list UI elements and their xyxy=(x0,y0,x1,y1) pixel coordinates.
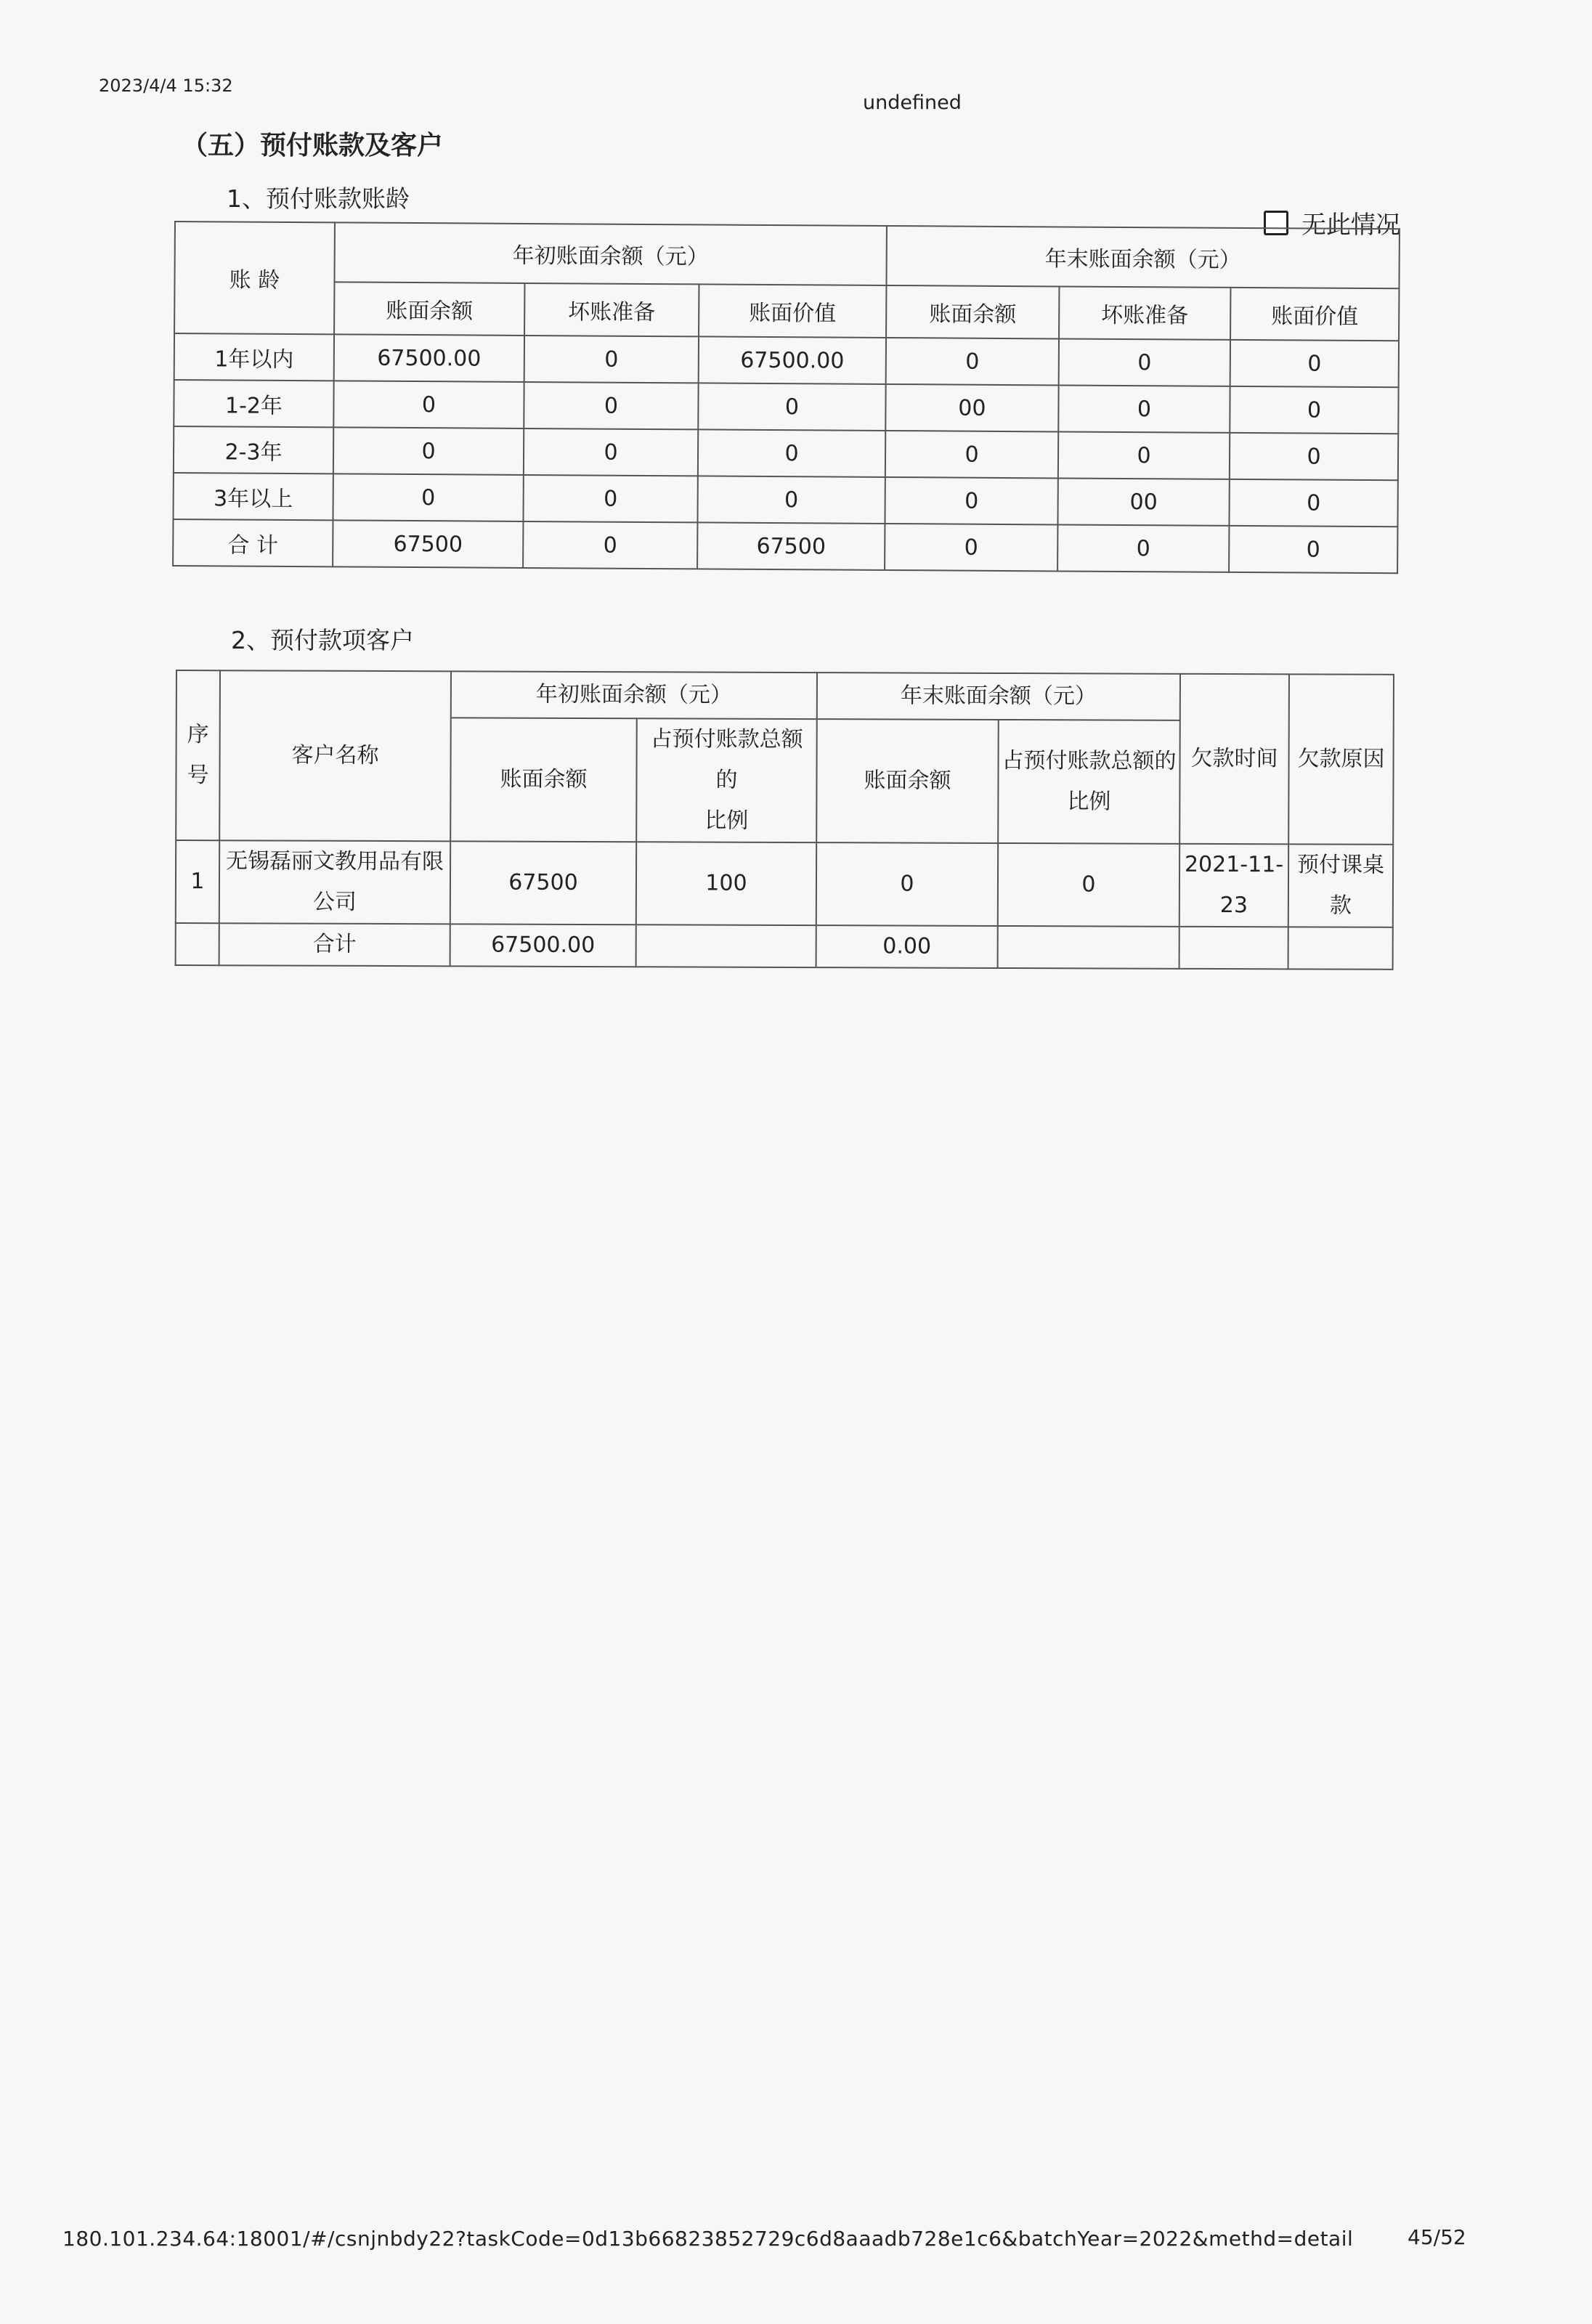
cell-seq: 1 xyxy=(176,840,219,923)
cell-owed-time-line2: 23 xyxy=(1219,893,1248,919)
table-cell: 0 xyxy=(698,383,885,431)
header-owed-reason: 欠款原因 xyxy=(1288,674,1394,845)
header-end-group: 年末账面余额（元） xyxy=(817,673,1180,720)
cell-end-balance: 0 xyxy=(816,842,998,926)
cell-begin-balance: 67500 xyxy=(450,841,636,925)
table-cell: 0 xyxy=(1229,479,1397,527)
header-ratio-line1: 占预付账款总额的 xyxy=(1002,747,1177,774)
cell-owed-reason-line2: 款 xyxy=(1329,893,1352,919)
table-cell: 0 xyxy=(1058,385,1230,432)
table-cell: 67500.00 xyxy=(334,334,524,382)
header-ratio-line2: 比例 xyxy=(1067,789,1111,815)
header-ratio xyxy=(998,720,1180,844)
row-label: 1年以内 xyxy=(174,333,334,381)
table-cell: 0 xyxy=(885,431,1058,478)
table-cell: 0 xyxy=(524,428,698,476)
table-cell: 0 xyxy=(885,477,1057,524)
row-label: 2-3年 xyxy=(174,426,333,474)
cell-customer-line1: 无锡磊丽文教用品有限 xyxy=(226,848,444,875)
header-book-value: 账面价值 xyxy=(699,284,886,338)
cell-begin-ratio: 100 xyxy=(636,842,816,925)
table-cell: 0 xyxy=(1230,340,1399,387)
table-cell: 67500 xyxy=(697,522,885,570)
table-cell xyxy=(176,923,219,965)
table-cell: 0 xyxy=(1058,431,1230,479)
page-number: 45/52 xyxy=(1408,2225,1466,2249)
header-end-group: 年末账面余额（元） xyxy=(886,226,1400,288)
row-label: 3年以上 xyxy=(173,473,333,520)
footer-url: 180.101.234.64:18001/#/csnjnbdy22?taskCode=0d13b66823852729c6d8aaadb728e1c6&batchYear=2022&methd=detail xyxy=(62,2227,1354,2251)
table-cell xyxy=(1288,927,1393,970)
header-begin-group: 年初账面余额（元） xyxy=(334,222,887,285)
total-row xyxy=(173,519,1397,573)
header-seq xyxy=(176,670,220,840)
table-header-row xyxy=(174,222,1400,288)
table-cell: 00 xyxy=(885,384,1058,431)
table-header-row xyxy=(174,281,1399,341)
header-book-balance: 账面余额 xyxy=(816,719,999,843)
header-begin-group: 年初账面余额（元） xyxy=(451,671,817,719)
header-book-balance: 账面余额 xyxy=(886,285,1059,338)
cell-owed-time xyxy=(1179,844,1288,927)
table-cell: 0 xyxy=(1229,526,1397,573)
table-row xyxy=(173,473,1397,527)
table-cell: 0 xyxy=(333,381,524,428)
table-cell xyxy=(998,926,1179,969)
header-customer: 客户名称 xyxy=(219,670,451,841)
section-title: （五）预付账款及客户 xyxy=(182,131,444,161)
print-header-title: undefined xyxy=(863,92,962,114)
table-cell xyxy=(636,925,816,967)
print-timestamp: 2023/4/4 15:32 xyxy=(99,76,233,96)
table-cell: 0 xyxy=(1230,433,1398,480)
table-cell: 0 xyxy=(523,521,697,569)
table-cell: 0 xyxy=(1230,386,1398,434)
header-owed-time: 欠款时间 xyxy=(1179,674,1289,845)
cell-owed-time-line1: 2021-11- xyxy=(1184,851,1284,878)
header-ratio-line1: 占预付账款总额的 xyxy=(650,726,803,793)
header-seq-line2: 号 xyxy=(187,763,209,789)
table-cell: 0 xyxy=(1057,524,1229,572)
header-aging: 账 龄 xyxy=(174,222,335,334)
table-cell: 0 xyxy=(333,427,524,475)
customer-table xyxy=(175,670,1394,970)
table-cell: 0 xyxy=(524,336,699,383)
header-bad-debt: 坏账准备 xyxy=(524,283,699,336)
total-row xyxy=(176,923,1393,970)
header-ratio-line2: 比例 xyxy=(704,808,749,834)
table1-subtitle: 1、预付账款账龄 xyxy=(227,184,410,213)
table-row xyxy=(176,840,1393,927)
row-label: 1-2年 xyxy=(174,380,333,427)
table-cell: 0 xyxy=(524,382,698,429)
table-cell: 67500.00 xyxy=(699,336,886,384)
table-cell: 0 xyxy=(885,524,1057,571)
table-cell: 67500 xyxy=(333,520,523,568)
cell-customer-line2: 公司 xyxy=(312,889,357,915)
table-row xyxy=(174,333,1399,387)
header-seq-line1: 序 xyxy=(187,722,209,748)
table-row xyxy=(174,426,1398,480)
header-bad-debt: 坏账准备 xyxy=(1059,286,1230,339)
cell-owed-reason xyxy=(1288,844,1393,927)
no-case-label: 无此情况 xyxy=(1301,211,1400,240)
header-book-balance: 账面余额 xyxy=(334,282,524,336)
table-cell: 0 xyxy=(886,338,1059,385)
table2-subtitle: 2、预付款项客户 xyxy=(231,626,414,654)
cell-owed-reason-line1: 预付课桌 xyxy=(1297,852,1385,878)
aging-table xyxy=(172,221,1400,574)
table-cell: 0 xyxy=(333,474,523,521)
total-end-balance: 0.00 xyxy=(816,925,998,968)
header-book-value: 账面价值 xyxy=(1230,288,1399,341)
row-label: 合 计 xyxy=(173,519,333,566)
table-cell xyxy=(1179,927,1288,970)
total-label: 合计 xyxy=(219,923,450,966)
total-begin-balance: 67500.00 xyxy=(450,924,636,967)
table-row xyxy=(174,380,1398,434)
header-book-balance: 账面余额 xyxy=(450,718,637,842)
table-cell: 0 xyxy=(1059,338,1230,386)
table-cell: 0 xyxy=(523,475,697,522)
table-cell: 0 xyxy=(697,476,885,524)
header-ratio xyxy=(636,718,817,842)
table-cell: 00 xyxy=(1057,478,1229,525)
table-cell: 0 xyxy=(698,429,885,477)
table-header-row xyxy=(176,670,1394,721)
cell-customer xyxy=(219,840,450,924)
cell-end-ratio: 0 xyxy=(998,843,1179,927)
